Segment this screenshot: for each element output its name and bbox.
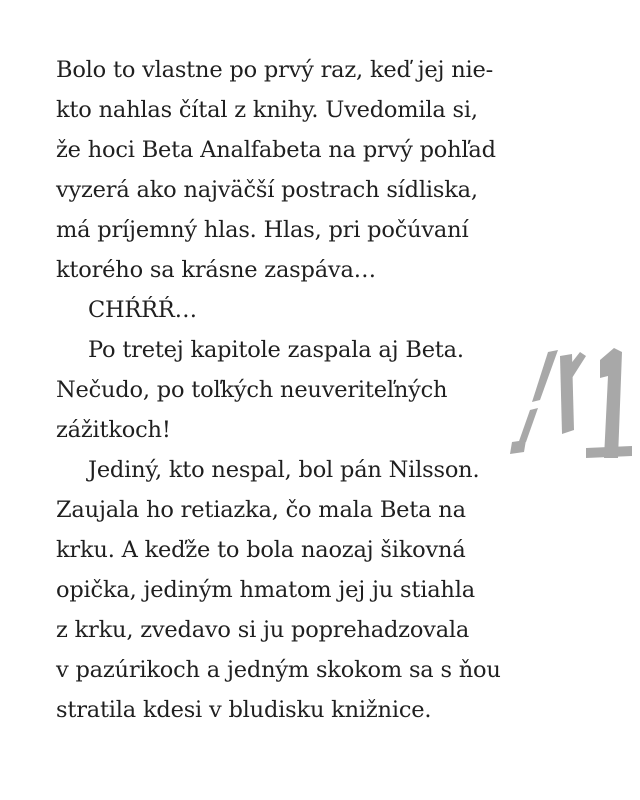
text-line: vyzerá ako najväčší postrach sídliska,	[56, 177, 478, 203]
text-line: z krku, zvedavo si ju poprehadzovala	[56, 617, 470, 643]
text-line: ktorého sa krásne zaspáva…	[56, 257, 376, 283]
text-line: v pazúrikoch a jedným skokom sa s ňou	[56, 657, 501, 683]
text-line: má príjemný hlas. Hlas, pri počúvaní	[56, 217, 469, 243]
text-line: Jediný, kto nespal, bol pán Nilsson.	[88, 457, 480, 483]
text-line: stratila kdesi v bludisku knižnice.	[56, 697, 432, 723]
text-line: Po tretej kapitole zaspala aj Beta.	[88, 337, 464, 363]
text-line: zážitkoch!	[56, 417, 171, 443]
text-line: krku. A keďže to bola naozaj šikovná	[56, 537, 466, 563]
scribble-letter-decoration-icon	[500, 330, 640, 470]
text-line: že hoci Beta Analfabeta na prvý pohľad	[56, 137, 496, 163]
text-line: kto nahlas čítal z knihy. Uvedomila si,	[56, 97, 478, 123]
text-line: Bolo to vlastne po prvý raz, keď jej nie-	[56, 57, 494, 83]
text-line: opička, jediným hmatom jej ju stiahla	[56, 577, 475, 603]
text-line: CHŔŔŔ…	[88, 297, 197, 323]
text-line: Nečudo, po toľkých neuveriteľných	[56, 377, 448, 403]
text-line: Zaujala ho retiazka, čo mala Beta na	[56, 497, 466, 523]
